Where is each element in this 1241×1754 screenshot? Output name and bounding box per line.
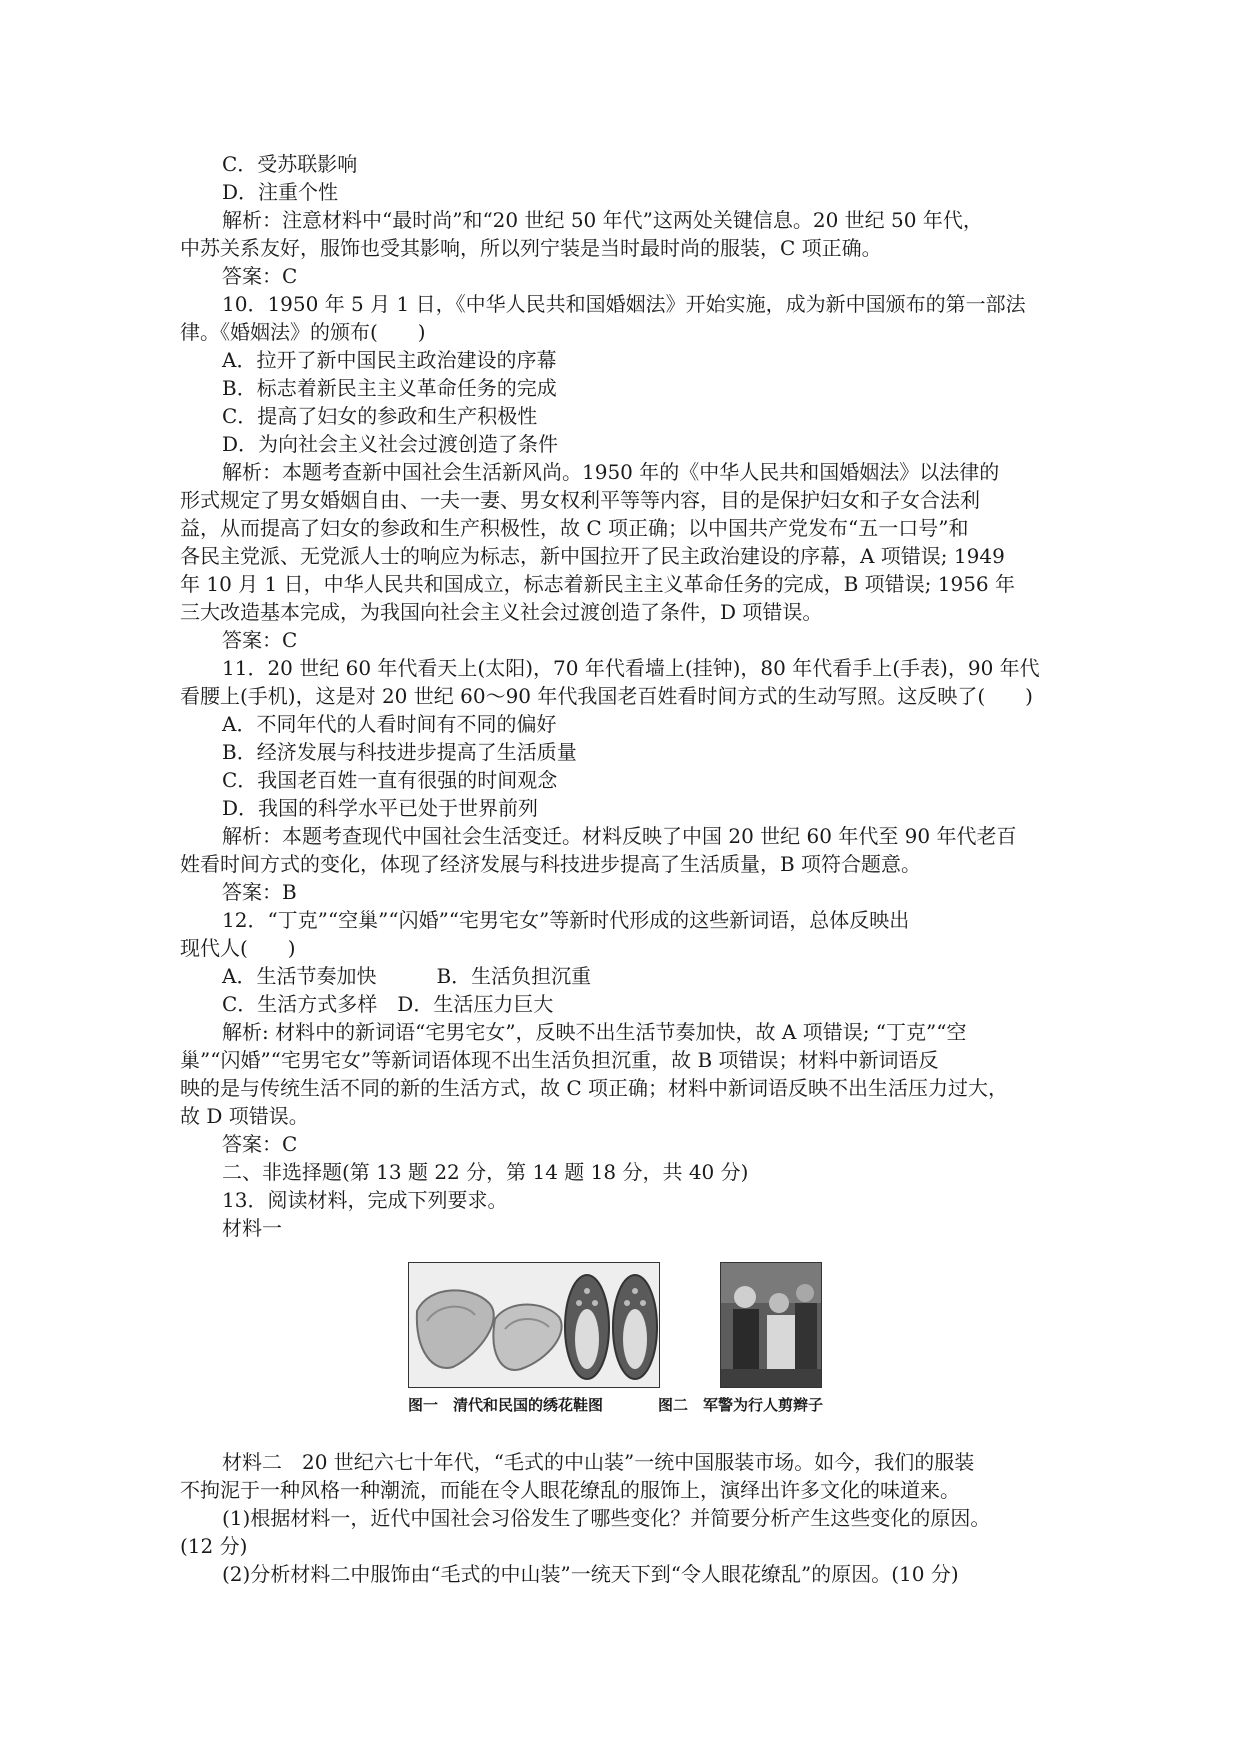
analysis-line: 三大改造基本完成，为我国向社会主义社会过渡创造了条件，D 项错误。 [180, 600, 823, 624]
option-d: D．为向社会主义社会过渡创造了条件 [222, 432, 559, 456]
analysis-line: 益，从而提高了妇女的参政和生产积极性，故 C 项正确；以中国共产党发布“五一口号”和 [180, 516, 969, 540]
sub-question: (1)根据材料一，近代中国社会习俗发生了哪些变化？并简要分析产生这些变化的原因。 [222, 1506, 991, 1530]
option-cd: C．生活方式多样 D．生活压力巨大 [222, 992, 554, 1016]
section-heading: 二、非选择题(第 13 题 22 分，第 14 题 18 分，共 40 分) [222, 1160, 749, 1184]
sub-question: (12 分) [180, 1534, 248, 1558]
option-b: B．经济发展与科技进步提高了生活质量 [222, 740, 577, 764]
option-ab: A．生活节奏加快 B．生活负担沉重 [222, 964, 592, 988]
option-d: D．注重个性 [222, 180, 339, 204]
material-text: 材料二 20 世纪六七十年代，“毛式的中山装”一统中国服装市场。如今，我们的服装 [222, 1450, 975, 1474]
shoes-illustration [409, 1263, 659, 1387]
option-a: A．不同年代的人看时间有不同的偏好 [222, 712, 557, 736]
option-a: A．拉开了新中国民主政治建设的序幕 [222, 348, 557, 372]
crowd-illustration [721, 1263, 821, 1387]
analysis-line: 解析: 材料中的新词语“宅男宅女”，反映不出生活节奏加快，故 A 项错误; “丁克”“空 [222, 1020, 967, 1044]
question-stem: 11．20 世纪 60 年代看天上(太阳)，70 年代看墙上(挂钟)，80 年代看手上(手表)，90 年代 [222, 656, 1040, 680]
analysis-line: 解析：注意材料中“最时尚”和“20 世纪 50 年代”这两处关键信息。20 世纪 50 年代， [222, 208, 983, 232]
question-stem: 13．阅读材料，完成下列要求。 [222, 1188, 508, 1212]
figure-caption: 图二 军警为行人剪辫子 [658, 1396, 824, 1414]
option-c: C．受苏联影响 [222, 152, 358, 176]
answer-line: 答案：C [222, 264, 298, 288]
queue-cutting-photo [720, 1262, 822, 1388]
answer-line: 答案：B [222, 880, 297, 904]
material-two-block [180, 1448, 1060, 1588]
question-stem: 10．1950 年 5 月 1 日，《中华人民共和国婚姻法》开始实施，成为新中国颁布的第一部法 [222, 292, 1026, 316]
sub-question: (2)分析材料二中服饰由“毛式的中山装”一统天下到“令人眼花缭乱”的原因。(10 分) [222, 1562, 959, 1586]
analysis-line: 各民主党派、无党派人士的响应为标志，新中国拉开了民主政治建设的序幕，A 项错误; 1949 [180, 544, 1005, 568]
analysis-line: 映的是与传统生活不同的新的生活方式，故 C 项正确；材料中新词语反映不出生活压力过大， [180, 1076, 1009, 1100]
question-stem: 律。《婚姻法》的颁布( ) [180, 320, 426, 344]
material-figures [408, 1262, 1038, 1422]
question-block [180, 150, 1060, 1242]
analysis-line: 巢”“闪婚”“宅男宅女”等新词语体现不出生活负担沉重，故 B 项错误；材料中新词语反 [180, 1048, 939, 1072]
analysis-line: 中苏关系友好，服饰也受其影响，所以列宁装是当时最时尚的服装，C 项正确。 [180, 236, 882, 260]
answer-line: 答案：C [222, 1132, 298, 1156]
analysis-line: 解析：本题考查新中国社会生活新风尚。1950 年的《中华人民共和国婚姻法》以法律的 [222, 460, 1000, 484]
option-d: D．我国的科学水平已处于世界前列 [222, 796, 539, 820]
option-b: B．标志着新民主主义革命任务的完成 [222, 376, 557, 400]
option-c: C．提高了妇女的参政和生产积极性 [222, 404, 538, 428]
answer-line: 答案：C [222, 628, 298, 652]
material-label: 材料一 [222, 1216, 282, 1240]
question-stem: 现代人( ) [180, 936, 296, 960]
analysis-line: 解析：本题考查现代中国社会生活变迁。材料反映了中国 20 世纪 60 年代至 90 年代老百 [222, 824, 1017, 848]
analysis-line: 年 10 月 1 日，中华人民共和国成立，标志着新民主主义革命任务的完成，B 项错误; 1956 年 [180, 572, 1016, 596]
analysis-line: 故 D 项错误。 [180, 1104, 309, 1128]
question-stem: 12．“丁克”“空巢”“闪婚”“宅男宅女”等新时代形成的这些新词语，总体反映出 [222, 908, 910, 932]
material-text: 不拘泥于一种风格一种潮流，而能在令人眼花缭乱的服饰上，演绎出许多文化的味道来。 [180, 1478, 960, 1502]
question-stem: 看腰上(手机)，这是对 20 世纪 60～90 年代我国老百姓看时间方式的生动写照。这反映了( ) [180, 684, 1033, 708]
analysis-line: 姓看时间方式的变化，体现了经济发展与科技进步提高了生活质量，B 项符合题意。 [180, 852, 922, 876]
figure-caption: 图一 清代和民国的绣花鞋图 [408, 1396, 604, 1414]
analysis-line: 形式规定了男女婚姻自由、一夫一妻、男女权利平等等内容，目的是保护妇女和子女合法利 [180, 488, 980, 512]
embroidered-shoes-image [408, 1262, 660, 1388]
option-c: C．我国老百姓一直有很强的时间观念 [222, 768, 558, 792]
